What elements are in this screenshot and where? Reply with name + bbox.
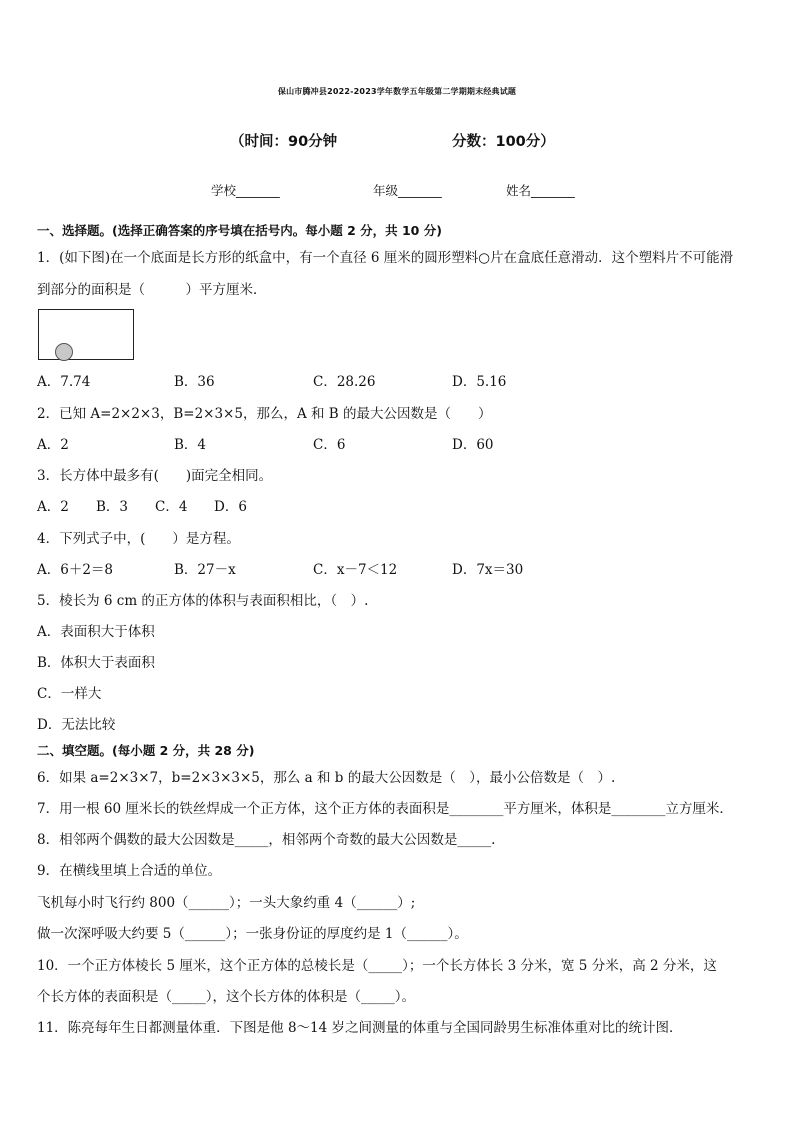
- q2-option-a[interactable]: A．2: [37, 437, 69, 453]
- exam-score: 分数：100分）: [452, 134, 555, 150]
- question-2: 2．已知 A=2×2×3，B=2×3×5，那么，A 和 B 的最大公因数是（ ）: [37, 406, 492, 422]
- question-10-line2: 个长方体的表面积是（_____），这个长方体的体积是（_____）。: [37, 989, 415, 1005]
- question-9-line2: 做一次深呼吸大约要 5（______）；一张身份证的厚度约是 1（______）。: [37, 926, 468, 942]
- question-6: 6．如果 a=2×3×7，b=2×3×3×5，那么 a 和 b 的最大公因数是（ ），最小公倍数是（ ）.: [37, 770, 616, 786]
- question-11: 11．陈亮每年生日都测量体重．下图是他 8～14 岁之间测量的体重与全国同龄男生标准体重对比的统计图．: [37, 1020, 683, 1036]
- q4-option-d[interactable]: D．7x＝30: [452, 562, 524, 578]
- q1-option-d[interactable]: D．5.16: [452, 374, 507, 390]
- q5-option-b[interactable]: B．体积大于表面积: [37, 655, 155, 671]
- q1-option-b[interactable]: B．36: [174, 374, 215, 390]
- grade-field[interactable]: 年级_______: [373, 183, 442, 198]
- q3-option-d[interactable]: D．6: [214, 499, 247, 515]
- question-1-line1: 1．(如下图)在一个底面是长方形的纸盒中，有一个直径 6 厘米的圆形塑料○片在盒底任意滑动．这个塑料片不可能滑: [37, 250, 734, 266]
- plastic-disc-icon: [55, 343, 73, 361]
- q1-option-a[interactable]: A．7.74: [37, 374, 91, 390]
- school-field[interactable]: 学校_______: [211, 183, 280, 198]
- question-4: 4．下列式子中，( ）是方程。: [37, 531, 240, 547]
- q5-option-a[interactable]: A．表面积大于体积: [37, 624, 155, 640]
- question-9: 9．在横线里填上合适的单位。: [37, 863, 222, 879]
- q2-option-b[interactable]: B．4: [174, 437, 207, 453]
- q5-option-d[interactable]: D．无法比较: [37, 717, 116, 733]
- section1-heading: 一、选择题。(选择正确答案的序号填在括号内。每小题 2 分，共 10 分): [37, 223, 442, 238]
- q3-option-c[interactable]: C．4: [155, 499, 188, 515]
- q5-option-c[interactable]: C．一样大: [37, 686, 102, 702]
- q2-option-c[interactable]: C．6: [313, 437, 346, 453]
- q4-option-b[interactable]: B．27－x: [174, 562, 236, 578]
- exam-title: 保山市腾冲县2022-2023学年数学五年级第二学期期末经典试题: [277, 87, 517, 96]
- question-3: 3．长方体中最多有( )面完全相同。: [37, 468, 273, 484]
- name-field[interactable]: 姓名_______: [506, 183, 575, 198]
- q3-option-a[interactable]: A．2: [37, 499, 69, 515]
- section2-heading: 二、填空题。(每小题 2 分，共 28 分): [37, 743, 255, 758]
- question-5: 5．棱长为 6 cm 的正方体的体积与表面积相比，（ ）.: [37, 593, 369, 609]
- question-10-line1: 10．一个正方体棱长 5 厘米，这个正方体的总棱长是（_____）；一个长方体长 3 分米，宽 5 分米，高 2 分米，这: [37, 958, 717, 974]
- q3-option-b[interactable]: B．3: [96, 499, 129, 515]
- box-with-disc-figure: [38, 309, 134, 360]
- exam-time: （时间：90分钟: [230, 134, 338, 150]
- q4-option-a[interactable]: A．6＋2＝8: [37, 562, 114, 578]
- question-7: 7．用一根 60 厘米长的铁丝焊成一个正方体，这个正方体的表面积是________平方厘米，体积是________立方厘米．: [37, 801, 733, 817]
- question-9-line1: 飞机每小时飞行约 800（______）；一头大象约重 4（______）;: [37, 895, 416, 911]
- question-8: 8．相邻两个偶数的最大公因数是_____，相邻两个奇数的最大公因数是_____.: [37, 832, 496, 848]
- q4-option-c[interactable]: C．x－7＜12: [313, 562, 398, 578]
- q2-option-d[interactable]: D．60: [452, 437, 494, 453]
- question-1-line2: 到部分的面积是（ ）平方厘米．: [37, 282, 267, 298]
- q1-option-c[interactable]: C．28.26: [313, 374, 376, 390]
